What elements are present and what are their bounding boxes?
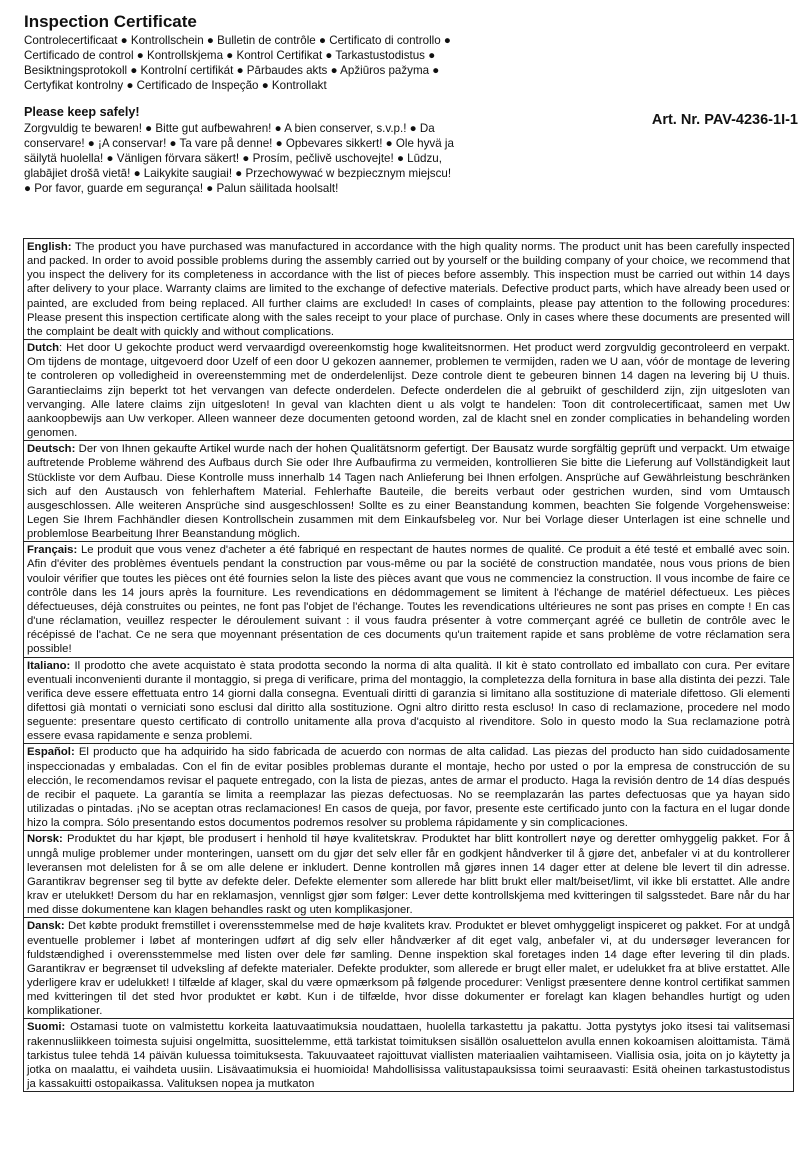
section-suomi <box>24 1019 793 1091</box>
section-norsk <box>24 831 793 918</box>
article-number: Art. Nr. PAV-4236-1I-1 <box>651 112 798 128</box>
section-text: Le produit que vous venez d'acheter a été fabriqué en respectant de hautes normes de qualité. Ce produit a été testé et emballé avec soin. Afin d'éviter des problèmes éventuels pendant la construction par vous-même ou par la société de construction mandatée, nous vous prions de bien vouloir vérifier que toutes les pièces ont été fournies selon la liste des pièces avant que vous ne commenciez la construction. Il vous incombe de faire ce contrôle dans les 14 jours après la fourniture. Les revendications en dédommagement se limitent à l'échange de matériel défectueux. Les pièces défectueuses, déjà construites ou peintes, ne font pas l'objet de l'échange. Toutes les revendications ultérieures ne sont pas prises en compte ! En cas d'une réclamation, veuillez respecter le déroulement suivant : il vous faudra présenter à votre commerçant agréé ce bulletin de contrôle avec le récépissé de l'achat. Ce ne sera que moyennant présentation de ces documents qu'un traitement rapide et sans problème de votre réclamation sera possible! <box>27 544 790 656</box>
section-text: Det købte produkt fremstillet i overensstemmelse med de høje kvalitets krav. Produktet er blevet omhyggeligt inspiceret og pakket. For at undgå eventuelle problemer i løbet af monteringen udført af dig selv eller håndværker af dit eget valg, anbefaler vi, at du undersøger leverancen for fuldstændighed i overensstemmelse med listen over dele før samling. Denne inspektion skal foretages inden 14 dage efter levering til din plads. Garantikrav er begrænset til udveksling af defekte materialer. Defekte produkter, som allerede er brugt eller malet, er udelukket fra at blive erstattet. Alle yderligere krav er udelukket! I tilfælde af klager, skal du være opmærksom på følgende procedurer: Venligst præsentere denne kontrol certifikat sammen med kvitteringen til det sted hvor produktet er købt. Kun i de tilfælde, hvor disse dokumenter er forelagt kan klagen behandles hurtigt og uden komplikationer. <box>27 920 790 1018</box>
keep-safely-title: Please keep safely! <box>24 105 140 119</box>
section-text: Il prodotto che avete acquistato è stata prodotta secondo la norma di alta qualità. Il kit è stato controllato ed imballato con cura. Per evitare eventuali inconvenienti durante il montaggio, si prega di verificare, prima del montaggio, la completezza della fornitura in base alla distinta dei pezzi. Tale verifica deve essere effettuata entro 14 giorni dalla consegna. Eventuali diritti di garanzia si limitano alla sostituzione di materiale difettoso. Gli elementi difettosi già montati o verniciati sono esclusi dal diritto alla sostituzione. Ogni altro diritto resta escluso! In caso di reclamazione, procedere nel modo seguente: presentare questo certificato di controllo unitamente alla prova d'acquisto al rivenditore. Solo in questo modo la Sua reclamazione potrà essere evasa rapidamente e senza problemi. <box>27 659 790 743</box>
section-language-label: English: <box>27 241 72 253</box>
section-text: : Het door U gekochte product werd vervaardigd overeenkomstig hoge kwaliteitsnormen. Het product werd zorgvuldig gecontroleerd en verpakt. Om tijdens de montage, uitgevoerd door Uzelf of een door U gekozen aannemer, problemen te vermijden, raden we U aan, vóór de montage de levering te controleren op volledigheid in overeenstemming met de onderdelenlijst. Deze controle dient te gebeuren binnen 14 dagen na levering bij U thuis. Garantieclaims zijn beperkt tot het vervangen van defecte onderdelen. Defecte onderdelen die al gebruikt of geschilderd zijn, zijn uitgesloten van vervanging. Alle latere claims zijn uitgesloten! In geval van klachten dient u als volgt te handelen: Toon dit controlecertificaat, samen met Uw aankoopbewijs aan Uw verkoper. Alleen wanneer deze documenten getoond worden, zal de klacht snel en zonder complicaties in behandeling worden genomen. <box>27 342 790 440</box>
section-text: Der von Ihnen gekaufte Artikel wurde nach der hohen Qualitätsnorm gefertigt. Der Bausatz wurde sorgfältig geprüft und verpackt. Um etwaige auftretende Probleme während des Aufbaus durch Sie oder Ihre Aufbaufirma zu vermeiden, kontrollieren Sie bitte die Lieferung auf Vollständigkeit laut Stückliste vor dem Aufbau. Diese Kontrolle muss innerhalb 14 Tagen nach Anlieferung bei Ihnen erfolgen. Ansprüche auf Gewährleistung beschränken sich auf den Austausch von fehlerhaftem Material. Fehlerhafte Bauteile, die bereits verbaut oder gestrichen wurden, sind vom Umtausch ausgeschlossen. Alle weiteren Ansprüche sind ausgeschlossen! Sollte es zu einer Beanstandung kommen, beachten Sie folgende Vorgehensweise: Legen Sie Ihrem Fachhändler diesen Kontrollschein zusammen mit dem Einkaufsbeleg vor. Nur bei Vorlage dieser Unterlagen ist eine schnelle und problemlose Bearbeitung Ihrer Beanstandung möglich. <box>27 443 790 541</box>
section-dansk <box>24 918 793 1019</box>
section-language-label: Dutch <box>27 342 60 355</box>
section-language-label: Dansk: <box>27 920 65 933</box>
keep-safely-translations: Zorgvuldig te bewaren! ● Bitte gut aufbewahren! ● A bien conserver, s.v.p.! ● Da conservare! ● ¡A conservar! ● Ta vare på denne! ● Opbevares sikkert! ● Ole hyvä ja säilytä huolella! ● Vänligen förvara säkert! ● Prosím, pečlivě uschovejte! ● Lūdzu, glabājiet drošā vietā! ● Laikykite saugiai! ● Przechowywać w bezpiecznym miejscu! ● Por favor, guarde em segurança! ● Palun säilitada hoolsalt! <box>24 122 454 195</box>
section-text: The product you have purchased was manufactured in accordance with the high quality norms. The product unit has been carefully inspected and packed. In order to avoid possible problems during the assembly carried out by yourself or the building company of your choice, we recommend that you inspect the delivery for its completeness in accordance with the list of pieces before assembly. This inspection must be carried out within 14 days after delivery to your place. Warranty claims are limited to the exchange of defective materials. Defective product parts, which have already been used or painted, are excluded from being replaced. All further claims are excluded! In cases of complaints, please pay attention to the following procedures: Please present this inspection certificate along with the sales receipt to your place of purchase. Only in cases where these documents are presented will the complaint be dealt with quickly and without complications. <box>27 241 790 338</box>
section-language-label: Español: <box>27 746 75 759</box>
section-text: Produktet du har kjøpt, ble produsert i henhold til høye kvalitetskrav. Produktet har blitt kontrollert nøye og deretter omhyggelig pakket. For å unngå mulige problemer under monteringen, uansett om du gjør det selv eller får en godkjent håndverker til å gjøre det, anbefaler vi at du kontrollerer leveransen mot delelisten for å se om alle delene er inkludert. Denne kontrollen må gjøres innen 14 dager etter at delene ble levert til din adresse. Garantikrav begrenser seg til bytte av defekte deler. Defekte elementer som allerede har blitt brukt eller malt/beiset/limt, vil ikke bli erstattet. Alle andre krav er utelukket! Dersom du har en reklamasjon, vennligst gjør som følger: Lever dette kontrollskjema med kvitteringen til salgsstedet. Bare når du har med disse dokumentene kan klagen behandles raskt og uten komplikasjoner. <box>27 833 790 917</box>
section-language-label: Suomi: <box>27 1021 66 1034</box>
header <box>24 12 454 196</box>
section-language-label: Deutsch: <box>27 443 76 456</box>
section-deutsch <box>24 441 793 542</box>
section-language-label: Français: <box>27 544 78 557</box>
language-sections <box>23 238 794 1092</box>
section-language-label: Italiano: <box>27 659 71 672</box>
document-title: Inspection Certificate <box>24 12 197 31</box>
section-francais <box>24 542 793 657</box>
section-english <box>24 239 793 340</box>
section-dutch <box>24 340 793 441</box>
section-text: El producto que ha adquirido ha sido fabricada de acuerdo con normas de alta calidad. Las piezas del producto han sido cuidadosamente inspeccionadas y embaladas. Con el fin de evitar posibles problemas durante el montaje, hecho por usted o por la empresa de construcción de su elección, le recomendamos revisar el paquete entregado, con la lista de piezas, antes de armar el producto. Haga la revisión dentro de 14 días después de recibir el paquete. La garantía se limita a reemplazar las piezas defectuosas. No se reemplazarán las partes defectuosas que ya hayan sido utilizadas o pintadas. ¡No se aceptan otras reclamaciones! En casos de queja, por favor, presente este certificado junto con la factura en el lugar donde hizo la compra. Sólo presentando estos documentos podremos resolver su problema rápidamente y sin complicaciones. <box>27 746 790 830</box>
section-italiano <box>24 658 793 745</box>
title-translations: Controlecertificaat ● Kontrollschein ● Bulletin de contrôle ● Certificato di controllo ● Certificado de control ● Kontrollskjema ● Kontrol Certifikat ● Tarkastustodistus ● Besiktningsprotokoll ● Kontrolní certifikát ● Pārbaudes akts ● Apžiūros pažyma ● Certyfikat kontrolny ● Certificado de Inspeção ● Kontrollakt <box>24 34 451 92</box>
section-espanol <box>24 744 793 831</box>
section-language-label: Norsk: <box>27 833 63 846</box>
section-text: Ostamasi tuote on valmistettu korkeita laatuvaatimuksia noudattaen, huolella tarkastettu ja pakattu. Jotta pystytys joko itsesi tai valitsemasi rakennusliikkeen toimesta sujuisi ongelmitta, suosittelemme, että tarkistat toimituksen sisällön osaluettelon avulla ennen kokoamisen aloittamista. Tämä tarkistus tulee tehdä 14 päivän kuluessa toimituksesta. Takuuvaateet rajoittuvat viallisten materiaalien vaihtamiseen. Viallisia osia, joita on jo käytetty ja jotka on maalattu, ei vaihdeta uusiin. Lisävaatimuksia ei huomioida! Mahdollisissa valitustapauksissa toimi seuraavasti: Esitä oheinen tarkastustodistus ja kassakuitti ostopaikassa. Valituksen nopea ja mutkaton <box>27 1021 790 1091</box>
